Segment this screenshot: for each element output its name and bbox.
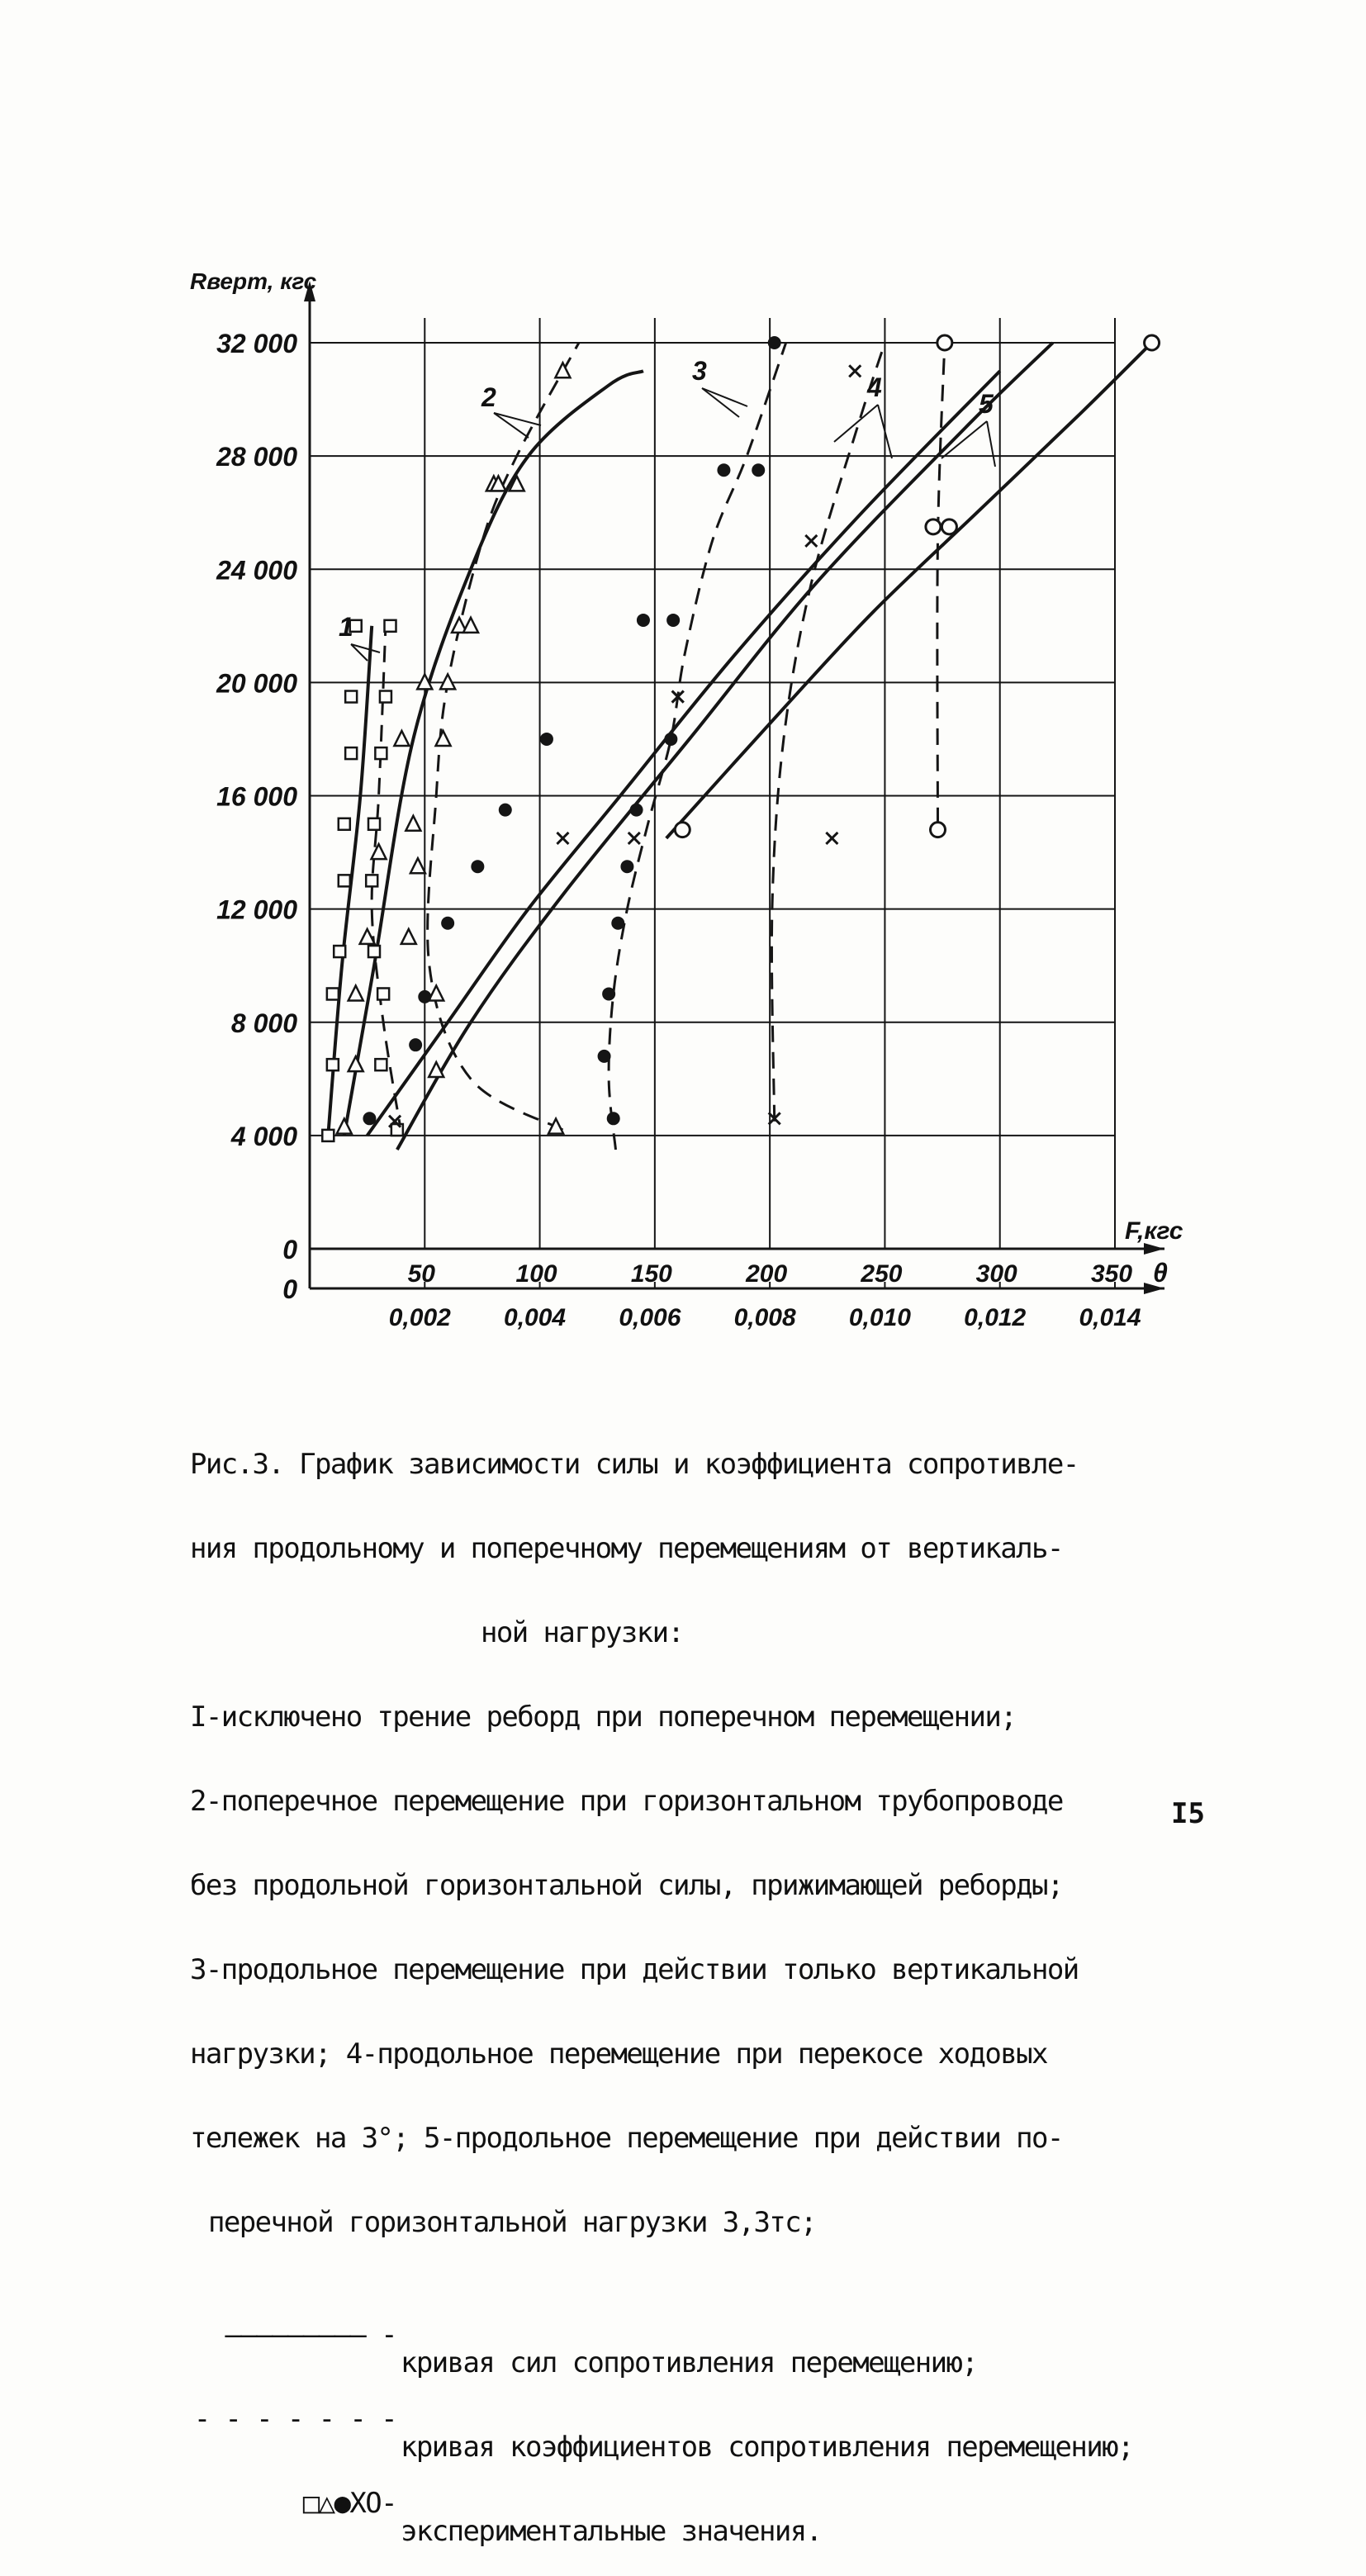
data-point-1-square xyxy=(345,691,357,703)
data-point-3-filled-circle xyxy=(768,336,781,349)
data-point-2-triangle xyxy=(555,363,570,377)
caption-item: нагрузки; 4-продольное перемещение при перекосе ходовых xyxy=(190,2038,1047,2071)
data-point-3-filled-circle xyxy=(441,917,454,930)
data-point-2-triangle xyxy=(406,816,420,831)
data-point-3-filled-circle xyxy=(664,733,677,746)
page-number: I5 xyxy=(1171,1797,1205,1830)
legend-row-markers xyxy=(190,2461,1214,2548)
data-point-1-square xyxy=(366,875,377,886)
x-force-axis-label: F,кгс xyxy=(1125,1217,1183,1245)
data-point-3-filled-circle xyxy=(607,1112,620,1125)
data-point-5-open-circle xyxy=(941,519,956,534)
x-coefficient-tick-label: 0,002 xyxy=(388,1304,451,1331)
data-point-1-square xyxy=(391,1124,403,1136)
legend-dashed-line-symbol: - - - - - - - xyxy=(193,2403,396,2436)
caption-item: тележек на 3°; 5-продольное перемещение при действии по- xyxy=(190,2122,1063,2155)
y-tick-label: 28 000 xyxy=(216,442,297,472)
caption-title-line: Рис.3. График зависимости силы и коэффициента сопротивле- xyxy=(190,1448,1079,1481)
legend-row-solid xyxy=(190,2293,1214,2379)
data-point-2-triangle xyxy=(401,929,416,944)
x-force-tick-label: 50 xyxy=(407,1260,435,1288)
curve-5-coefficient xyxy=(937,343,945,824)
caption-item: 3-продольное перемещение при действии только вертикальной xyxy=(190,1953,1079,1986)
legend-solid-line-symbol: ————————— - xyxy=(225,2318,396,2351)
figure-caption xyxy=(190,1394,1214,2548)
data-point-1-square xyxy=(322,1130,334,1141)
x-force-tick-label: 150 xyxy=(630,1260,672,1288)
data-point-1-square xyxy=(380,691,391,703)
data-point-2-triangle xyxy=(394,731,409,746)
data-point-2-triangle xyxy=(463,618,478,633)
curve-3-force xyxy=(368,371,1000,1136)
data-point-3-filled-circle xyxy=(363,1112,376,1125)
y-tick-label: 12 000 xyxy=(216,894,297,925)
data-point-3-filled-circle xyxy=(637,614,650,627)
data-point-4-cross xyxy=(805,535,817,547)
data-point-3-filled-circle xyxy=(666,614,680,627)
data-point-1-square xyxy=(368,946,380,957)
caption-item: без продольной горизонтальной силы, прижимающей реборды; xyxy=(190,1869,1063,1902)
data-point-5-open-circle xyxy=(926,519,941,534)
data-point-1-square xyxy=(345,747,357,759)
data-point-1-square xyxy=(385,620,396,632)
data-point-1-square xyxy=(334,946,345,957)
y-axis-label: Rверт, кгс xyxy=(190,268,317,294)
data-point-2-triangle xyxy=(337,1119,352,1134)
caption-title-line: ния продольному и поперечному перемещениям от вертикаль- xyxy=(190,1532,1063,1565)
data-point-4-cross xyxy=(557,833,568,844)
x-coefficient-tick-label: 0,008 xyxy=(733,1304,796,1331)
x-coefficient-tick-label: 0,012 xyxy=(964,1304,1027,1331)
data-point-2-triangle xyxy=(548,1119,563,1134)
x-coefficient-tick-label: 0,010 xyxy=(848,1304,911,1331)
y-tick-label: 20 000 xyxy=(216,668,297,699)
data-point-5-open-circle xyxy=(931,823,946,837)
curve-2-coefficient xyxy=(428,343,579,1130)
x-force-tick-label: 350 xyxy=(1090,1260,1133,1288)
data-point-1-square xyxy=(375,1059,387,1070)
data-point-4-cross xyxy=(849,365,861,377)
data-point-1-square xyxy=(339,818,350,830)
data-point-3-filled-circle xyxy=(717,463,730,477)
caption-item-end: перечной горизонтальной нагрузки 3,3тс; xyxy=(208,2206,816,2239)
x-force-tick-label: 100 xyxy=(515,1260,557,1288)
legend-text: экспериментальные значения. xyxy=(401,2515,822,2548)
data-point-3-filled-circle xyxy=(540,733,553,746)
data-point-3-filled-circle xyxy=(602,987,615,1000)
data-point-3-filled-circle xyxy=(499,804,512,817)
data-point-1-square xyxy=(339,875,350,886)
curve-number-label: 1 xyxy=(339,612,353,642)
data-point-4-cross xyxy=(826,833,837,844)
data-point-2-triangle xyxy=(349,985,363,1000)
x-coefficient-tick-label: 0,014 xyxy=(1079,1304,1141,1331)
y-tick-label: 16 000 xyxy=(216,781,297,812)
y-tick-label: 24 000 xyxy=(216,555,297,586)
data-point-1-square xyxy=(377,988,389,999)
curve-number-label: 2 xyxy=(481,382,496,412)
y-tick-label: 0 xyxy=(282,1235,297,1264)
data-point-3-filled-circle xyxy=(630,804,643,817)
x-force-tick-label: 200 xyxy=(746,1260,788,1288)
curve-4-coefficient xyxy=(771,343,885,1122)
data-point-4-cross xyxy=(628,833,640,844)
caption-item: I-исключено трение реборд при поперечном перемещении; xyxy=(190,1701,1017,1734)
leader-line xyxy=(494,413,541,425)
data-point-3-filled-circle xyxy=(598,1050,611,1063)
leader-line xyxy=(987,421,995,467)
data-point-1-square xyxy=(368,818,380,830)
data-point-5-open-circle xyxy=(675,823,690,837)
legend-row-dashed xyxy=(190,2377,1214,2464)
chart-axes xyxy=(304,281,1164,1294)
data-point-3-filled-circle xyxy=(752,463,765,477)
legend-markers-symbol: □△●ХО- xyxy=(302,2487,396,2520)
x-coefficient-zero-label: 0 xyxy=(282,1274,297,1304)
x-force-tick-label: 250 xyxy=(861,1260,903,1288)
x-coefficient-axis-label: θ xyxy=(1153,1258,1168,1288)
data-point-2-triangle xyxy=(349,1056,363,1071)
data-point-2-triangle xyxy=(372,844,387,859)
curve-number-label: 4 xyxy=(867,372,882,402)
x-coefficient-tick-label: 0,004 xyxy=(504,1304,567,1331)
data-point-3-filled-circle xyxy=(471,860,484,873)
leader-line xyxy=(834,405,878,442)
data-point-1-square xyxy=(327,988,339,999)
curve-number-label: 3 xyxy=(692,356,707,386)
leader-line xyxy=(702,388,747,406)
data-point-3-filled-circle xyxy=(620,860,633,873)
data-point-3-filled-circle xyxy=(409,1038,422,1051)
caption-item: 2-поперечное перемещение при горизонтальном трубопроводе xyxy=(190,1785,1063,1818)
y-tick-label: 8 000 xyxy=(230,1008,297,1038)
data-point-3-filled-circle xyxy=(611,917,624,930)
legend-text: кривая коэффициентов сопротивления перемещению; xyxy=(401,2431,1133,2464)
chart-labels xyxy=(190,268,1183,1331)
caption-title-end: ной нагрузки: xyxy=(481,1616,684,1649)
data-point-1-square xyxy=(375,747,387,759)
data-point-2-triangle xyxy=(410,858,425,873)
leader-line xyxy=(702,388,739,417)
x-coefficient-tick-label: 0,006 xyxy=(619,1304,681,1331)
data-point-5-open-circle xyxy=(1145,335,1160,350)
data-point-5-open-circle xyxy=(937,335,952,350)
data-point-2-triangle xyxy=(436,731,451,746)
data-point-3-filled-circle xyxy=(418,990,431,1003)
legend-text: кривая сил сопротивления перемещению; xyxy=(401,2346,978,2379)
x-force-tick-label: 300 xyxy=(975,1260,1017,1288)
y-tick-label: 4 000 xyxy=(230,1121,297,1151)
curve-number-label: 5 xyxy=(979,389,994,419)
data-point-1-square xyxy=(327,1059,339,1070)
x-axis-force-arrow xyxy=(1144,1243,1164,1255)
y-tick-label: 32 000 xyxy=(216,329,297,358)
